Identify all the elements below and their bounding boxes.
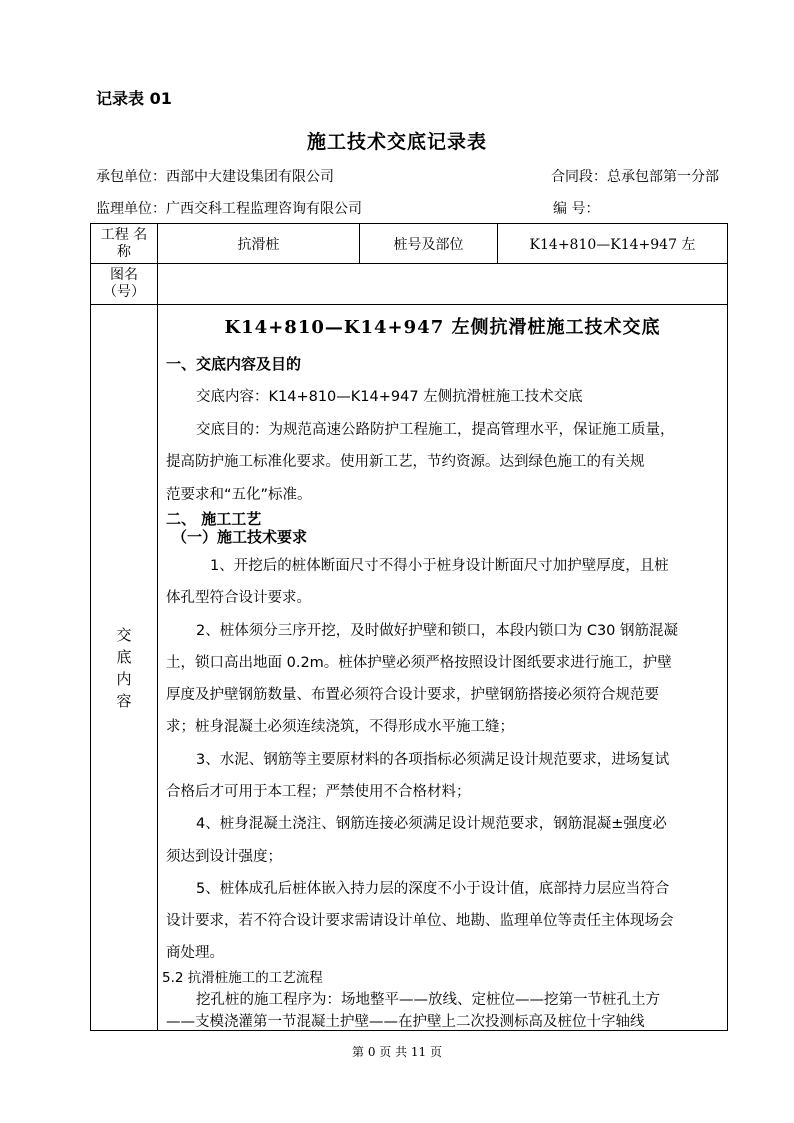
paragraph-line: 挖孔桩的施工程序为：场地整平——放线、定桩位——挖第一节桩孔土方	[196, 992, 660, 1008]
drawing-row	[91, 264, 728, 305]
label-line: 称	[117, 243, 131, 260]
subsection-heading: （一）施工技术要求	[172, 528, 308, 546]
contractor-unit: 承包单位：西部中大建设集团有限公司	[96, 169, 334, 185]
paragraph-line: 合格后才可用于本工程；严禁使用不合格材料；	[166, 784, 471, 800]
paragraph-line: 3、水泥、钢筋等主要原材料的各项指标必须满足设计规范要求，进场复试	[196, 752, 670, 768]
paragraph-line: 范要求和“五化”标准。	[166, 487, 312, 503]
content-row	[91, 305, 728, 1031]
project-name-value: 抗滑桩	[158, 224, 360, 264]
serial-number: 编 号：	[553, 201, 600, 217]
supervision-unit: 监理单位：广西交科工程监理咨询有限公司	[96, 201, 362, 217]
paragraph-line: 土，锁口高出地面 0.2m。桩体护壁必须严格按照设计图纸要求进行施工，护壁	[166, 655, 672, 671]
paragraph-line: 须达到设计强度；	[166, 849, 282, 865]
paragraph-line: 商处理。	[166, 945, 224, 961]
label-char: 底	[116, 647, 132, 666]
record-number: 记录表 01	[96, 89, 172, 108]
contract-section: 合同段：总承包部第一分部	[551, 169, 719, 185]
subsection-heading: 5.2 抗滑桩施工的工艺流程	[162, 970, 323, 986]
label-line: 图名	[110, 267, 138, 283]
label-line: 工程 名	[100, 226, 148, 243]
page-footer: 第 0 页 共 11 页	[352, 1045, 442, 1059]
section-heading: 二、 施工工艺	[166, 510, 262, 528]
content-title: K14+810—K14+947 左侧抗滑桩施工技术交底	[224, 317, 661, 338]
pile-position-label: 桩号及部位	[360, 224, 498, 264]
label-line: （号）	[103, 284, 145, 300]
paragraph-line: 求；桩身混凝土必须连续浇筑，不得形成水平施工缝；	[166, 719, 514, 735]
paragraph-line: 交底目的：为规范高速公路防护工程施工，提高管理水平，保证施工质量，	[196, 422, 675, 438]
paragraph-line: 提高防护施工标准化要求。使用新工艺，节约资源。达到绿色施工的有关规	[166, 454, 645, 470]
content-cell	[158, 305, 728, 1031]
paragraph-line: 设计要求，若不符合设计要求需请设计单位、地勘、监理单位等责任主体现场会	[166, 913, 674, 929]
content-label	[91, 305, 158, 1031]
drawing-label	[91, 264, 158, 305]
paragraph-line: ——支模浇灌第一节混凝土护壁——在护壁上二次投测标高及桩位十字轴线	[166, 1014, 645, 1030]
label-char: 交	[116, 625, 132, 644]
paragraph-line: 5、桩体成孔后桩体嵌入持力层的深度不小于设计值，底部持力层应当符合	[196, 881, 670, 897]
paragraph-line: 体孔型符合设计要求。	[166, 590, 311, 606]
paragraph-line: 厚度及护壁钢筋数量、布置必须符合设计要求，护壁钢筋搭接必须符合规范要	[166, 687, 659, 703]
section-heading: 一、交底内容及目的	[166, 355, 302, 373]
label-char: 容	[116, 691, 132, 710]
pile-position-value: K14+810—K14+947 左	[498, 224, 728, 264]
project-name-label	[91, 224, 158, 264]
drawing-value	[158, 264, 728, 305]
paragraph-line: 4、桩身混凝土浇注、钢筋连接必须满足设计规范要求，钢筋混凝±强度必	[196, 816, 667, 832]
project-row	[91, 224, 728, 264]
paragraph-line: 1、开挖后的桩体断面尺寸不得小于桩身设计断面尺寸加护壁厚度，且桩	[210, 558, 669, 574]
label-char: 内	[116, 669, 132, 688]
document-title: 施工技术交底记录表	[306, 131, 487, 153]
paragraph-line: 交底内容：K14+810—K14+947 左侧抗滑桩施工技术交底	[196, 389, 583, 405]
record-table	[90, 223, 728, 1031]
paragraph-line: 2、桩体须分三序开挖，及时做好护壁和锁口，本段内锁口为 C30 钢筋混凝	[196, 623, 679, 639]
